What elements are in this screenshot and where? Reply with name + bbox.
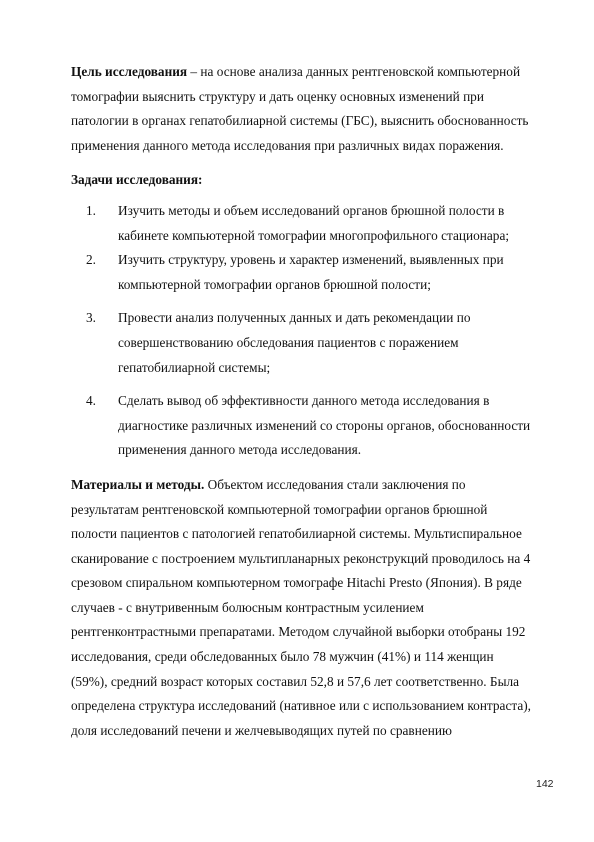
page-number: 142 xyxy=(536,778,554,790)
document-page xyxy=(71,60,533,743)
list-item-number: 1. xyxy=(86,202,96,218)
materials-text: Объектом исследования стали заключения по результатам рентгеновской компьютерной томографии органов брюшной полости пациентов с патологией гепатобилиарной системы. Мультиспиральное сканирование с построением мультипланарных реконструкций проводилось на 4 срезовом спиральном компьютерном томографе Hitachi Presto (Япония). В ряде случаев - с внутривенным болюсным контрастным усилением рентгенконтрастными препаратами. Методом случайной выборки отобраны 192 исследования, среди обследованных было 78 мужчин (41%) и 114 женщин (59%), средний возраст которых составил 52,8 и 57,6 лет соответственно. Была определена структура исследований (нативное или с использованием контраста), доля исследований печени и желчевыводящих путей по сравнению xyxy=(71,476,531,738)
list-item-text: Изучить структуру, уровень и характер изменений, выявленных при компьютерной томографии органов брюшной полости; xyxy=(118,252,504,292)
list-item-number: 2. xyxy=(86,252,96,268)
list-item xyxy=(71,389,533,463)
goal-text: – на основе анализа данных рентгеновской компьютерной томографии выяснить структуру и дать оценку основных изменений при патологии в органах гепатобилиарной системы (ГБС), выяснить обоснованность применения данного метода исследования при различных видах поражения. xyxy=(71,64,529,153)
tasks-list xyxy=(71,199,533,463)
goal-paragraph xyxy=(71,60,533,158)
materials-paragraph xyxy=(71,473,533,744)
materials-label: Материалы и методы. xyxy=(71,476,205,492)
list-item xyxy=(71,199,533,248)
tasks-heading: Задачи исследования: xyxy=(71,172,203,188)
list-item-number: 4. xyxy=(86,393,96,409)
list-item-text: Изучить методы и объем исследований органов брюшной полости в кабинете компьютерной томографии многопрофильного стационара; xyxy=(118,202,510,243)
list-item xyxy=(71,248,533,297)
list-item xyxy=(71,306,533,380)
list-item-text: Сделать вывод об эффективности данного метода исследования в диагностике различных изменений со стороны органов, обоснованности применения данного метода исследования. xyxy=(118,393,531,458)
list-item-text: Провести анализ полученных данных и дать рекомендации по совершенствованию обследования пациентов с поражением гепатобилиарной системы; xyxy=(118,310,471,375)
list-item-number: 3. xyxy=(86,310,96,326)
goal-label: Цель исследования xyxy=(71,64,188,79)
